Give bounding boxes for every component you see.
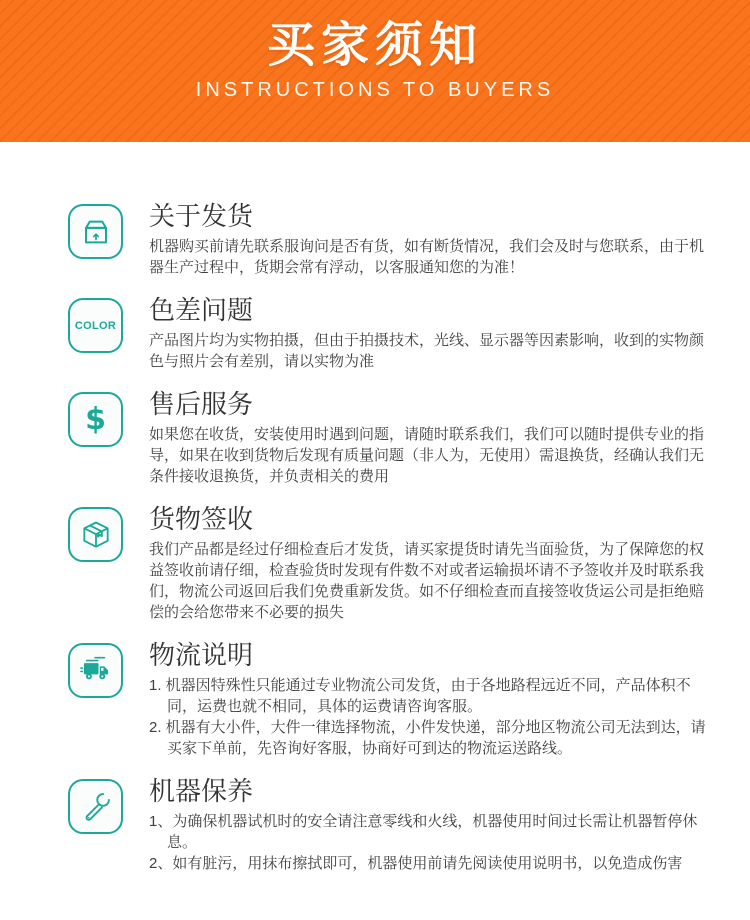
section-body-aftersales: 如果您在收货，安装使用时遇到问题，请随时联系我们，我们可以随时提供专业的指导，如果在收到货物后发现有质量问题（非人为，无使用）需退换货，经确认我们无条件接收退换货，并负责相关的费用: [149, 426, 705, 485]
section-body-shipping: 机器购买前请先联系服询问是否有货，如有断货情况，我们会及时与您联系，由于机器生产过程中，货期会常有浮动，以客服通知您的为准！: [149, 238, 705, 276]
dollar-sign-icon: [68, 392, 123, 447]
color-word-icon: [68, 298, 123, 353]
wrench-icon: [68, 779, 123, 834]
section-title-logistics: 物流说明: [149, 640, 254, 670]
section-title-aftersales: 售后服务: [149, 389, 254, 419]
section-body-receipt: 我们产品都是经过仔细检查后才发货，请买家提货时请先当面验货，为了保障您的权益签收前请仔细，检查验货时发现有件数不对或者运输损坏请不予签收并及时联系我们，物流公司返回后我们免费重新发货。如不仔细检查而直接签收货运公司是拒绝赔偿的会给您带来不必要的损失: [149, 541, 705, 621]
section-aftersales: [68, 390, 710, 487]
section-logistics: [68, 641, 710, 759]
section-title-color: 色差问题: [149, 295, 254, 325]
page-title: 买家须知: [266, 19, 483, 72]
section-receipt: [68, 505, 710, 623]
notice-sections: [0, 142, 750, 874]
cargo-cube-3d-icon: [68, 507, 123, 562]
color-icon-label: COLOR: [74, 319, 117, 332]
maintenance-item-1: 1、为确保机器试机时的安全请注意零线和火线，机器使用时间过长需让机器暂停休息。: [149, 813, 698, 851]
logistics-item-1: 1. 机器因特殊性只能通过专业物流公司发货，由于各地路程远近不同，产品体积不同，运费也就不相同，具体的运费请咨询客服。: [149, 677, 691, 715]
package-box-up-arrow-icon: [68, 204, 123, 259]
header-banner: [0, 0, 750, 142]
section-title-receipt: 货物签收: [149, 504, 254, 534]
section-shipping: [68, 202, 710, 278]
dollar-icon-glyph: $: [85, 401, 106, 437]
section-maintenance: [68, 777, 710, 874]
delivery-truck-icon: [68, 643, 123, 698]
section-title-shipping: 关于发货: [149, 201, 254, 231]
page-subtitle: INSTRUCTIONS TO BUYERS: [195, 79, 555, 101]
section-title-maintenance: 机器保养: [149, 776, 254, 806]
logistics-item-2: 2. 机器有大小件，大件一律选择物流，小件发快递，部分地区物流公司无法到达，请买家下单前，先咨询好客服，协商好可到达的物流运送路线。: [149, 719, 706, 757]
maintenance-item-2: 2、如有脏污，用抹布擦拭即可，机器使用前请先阅读使用说明书，以免造成伤害: [149, 855, 683, 872]
section-body-color: 产品图片均为实物拍摄，但由于拍摄技术，光线、显示器等因素影响，收到的实物颜色与照片会有差别，请以实物为准: [149, 332, 705, 370]
section-color-difference: [68, 296, 710, 372]
